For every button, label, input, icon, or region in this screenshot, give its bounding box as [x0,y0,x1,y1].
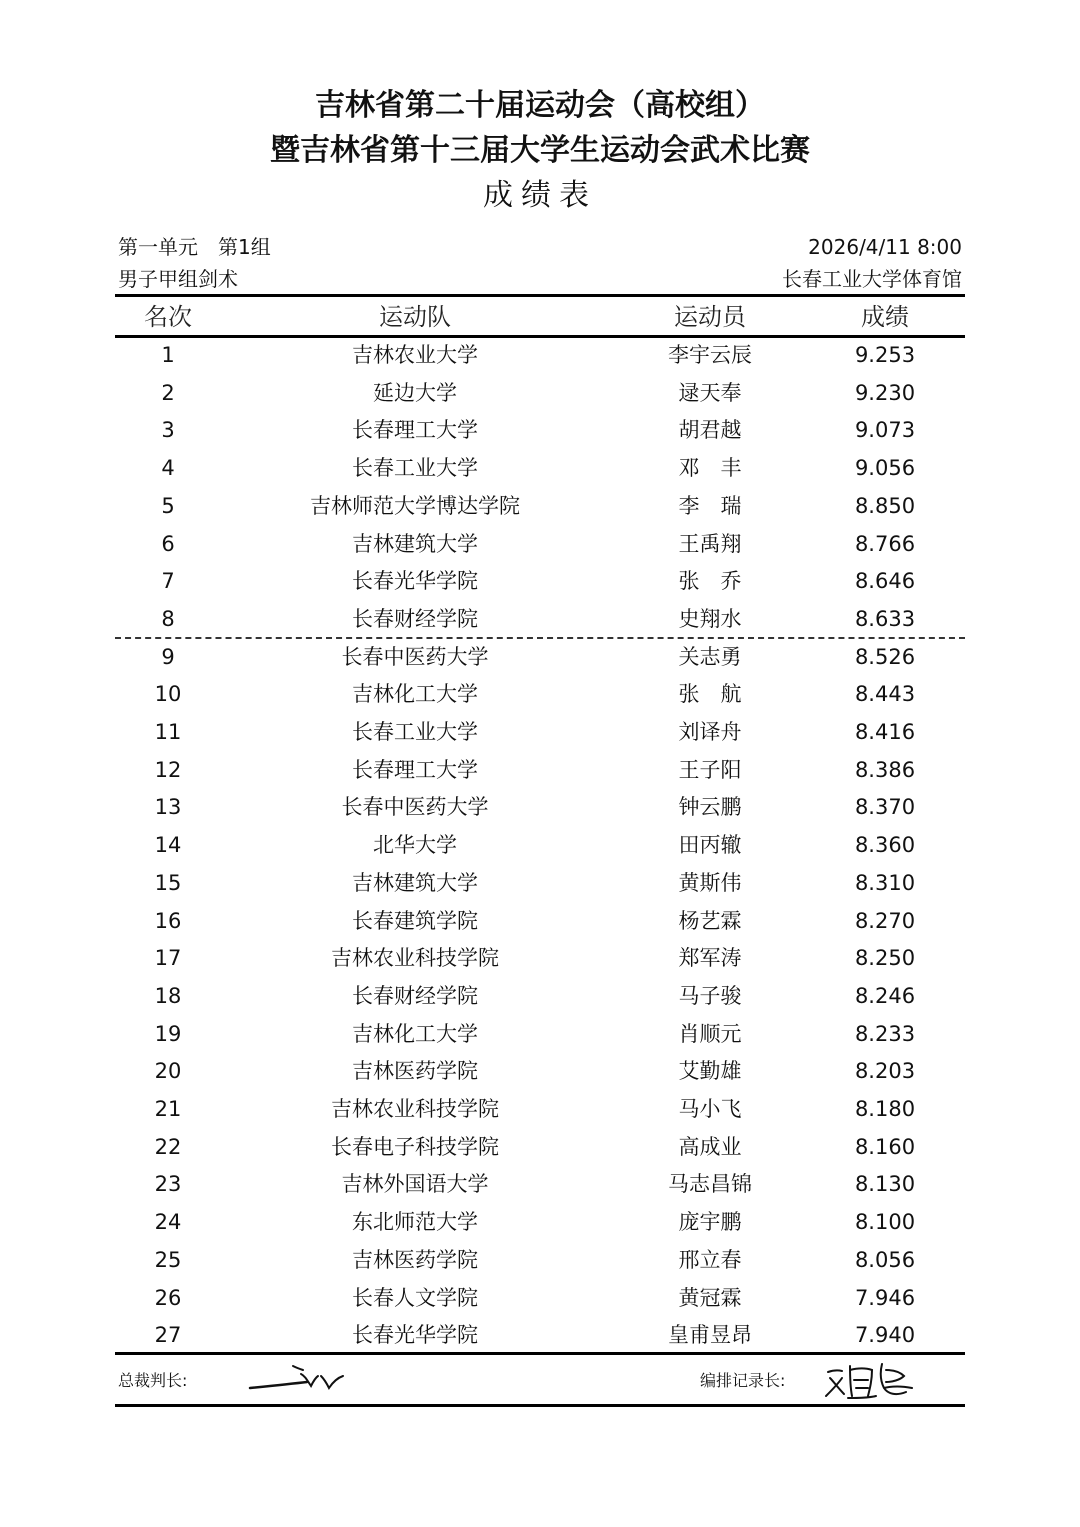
rank-cell: 16 [154,908,182,933]
page-title-line2: 暨吉林省第十三届大学生运动会武术比赛 [270,133,810,168]
team-cell: 长春光华学院 [352,569,478,594]
team-cell: 吉林农业科技学院 [331,946,499,971]
score-cell: 8.370 [854,795,916,820]
score-cell: 8.056 [854,1247,916,1272]
rank-cell: 5 [161,493,175,518]
team-cell: 长春理工大学 [352,757,478,782]
table-row [0,714,1080,752]
table-row [0,1016,1080,1054]
header-athlete: 运动员 [674,303,746,331]
table-row [0,563,1080,601]
score-cell: 9.253 [854,343,916,367]
table-row [0,752,1080,790]
team-cell: 吉林农业大学 [352,343,478,367]
table-row [0,1129,1080,1167]
rank-cell: 4 [161,456,175,481]
team-cell: 长春工业大学 [352,720,478,744]
unit-group-label: 第一单元 第1组 [118,235,271,259]
rank-cell: 14 [154,833,182,858]
athlete-cell: 胡君越 [678,418,742,443]
team-cell: 长春中医药大学 [341,795,489,820]
athlete-cell: 刘译舟 [678,720,742,744]
rank-cell: 20 [154,1059,182,1084]
rank-cell: 7 [161,569,175,594]
score-cell: 8.250 [854,946,916,971]
table-row [0,450,1080,488]
team-cell: 长春工业大学 [352,456,478,481]
table-bottom-rule [115,1352,965,1355]
chief-recorder-label: 编排记录长: [700,1371,786,1390]
athlete-cell: 马子骏 [678,983,742,1008]
athlete-cell: 李宇云辰 [668,343,752,367]
athlete-cell: 邓 丰 [678,456,742,481]
athlete-cell: 肖顺元 [678,1021,742,1046]
rank-cell: 21 [154,1097,182,1121]
rank-cell: 25 [154,1247,182,1272]
header-rank: 名次 [144,303,192,331]
event-label: 男子甲组剑术 [118,267,238,291]
score-cell: 9.230 [854,380,916,405]
score-cell: 8.270 [854,908,916,933]
page-subtitle: 成绩表 [483,178,597,213]
team-cell: 吉林建筑大学 [352,531,478,556]
table-row [0,789,1080,827]
table-row [0,1053,1080,1091]
table-row [0,639,1080,677]
chief-recorder-signature-icon [822,1358,917,1406]
table-row [0,940,1080,978]
table-row [0,865,1080,903]
header-score: 成绩 [861,303,909,331]
team-cell: 吉林师范大学博达学院 [310,493,520,518]
table-top-rule [115,294,965,297]
score-cell: 8.100 [854,1210,916,1235]
team-cell: 长春理工大学 [352,418,478,443]
score-cell: 8.160 [854,1134,916,1159]
athlete-cell: 杨艺霖 [678,908,742,933]
rank-cell: 23 [154,1172,182,1197]
table-row [0,827,1080,865]
table-row [0,412,1080,450]
table-row [0,1166,1080,1204]
rank-cell: 22 [154,1134,182,1159]
team-cell: 长春建筑学院 [352,908,478,933]
rank-cell: 12 [154,757,182,782]
score-cell: 8.646 [854,569,916,594]
athlete-cell: 庞宇鹏 [678,1210,742,1235]
table-row [0,1204,1080,1242]
score-cell: 8.180 [854,1097,916,1121]
rank-cell: 27 [154,1323,182,1348]
athlete-cell: 王子阳 [678,757,742,782]
team-cell: 东北师范大学 [352,1210,478,1235]
score-cell: 8.416 [854,720,916,744]
datetime-label: 2026/4/11 8:00 [808,235,962,259]
table-row [0,337,1080,375]
athlete-cell: 张 乔 [678,569,742,594]
score-cell: 9.073 [854,418,916,443]
chief-referee-signature-icon [245,1360,355,1404]
score-cell: 7.946 [854,1285,916,1310]
score-cell: 8.443 [854,682,916,707]
score-cell: 8.526 [854,644,916,669]
athlete-cell: 史翔水 [678,606,742,631]
table-row [0,526,1080,564]
athlete-cell: 钟云鹏 [678,795,742,820]
finalist-divider [115,637,965,639]
athlete-cell: 黄冠霖 [678,1285,742,1310]
athlete-cell: 张 航 [678,682,742,707]
team-cell: 延边大学 [373,380,457,405]
rank-cell: 10 [154,682,182,707]
athlete-cell: 黄斯伟 [678,870,742,895]
table-row [0,903,1080,941]
athlete-cell: 邢立春 [678,1247,742,1272]
team-cell: 长春人文学院 [352,1285,478,1310]
athlete-cell: 马志昌锦 [668,1172,752,1197]
table-row [0,978,1080,1016]
footer-rule [115,1404,965,1407]
team-cell: 北华大学 [373,833,457,858]
table-row [0,1280,1080,1318]
rank-cell: 19 [154,1021,182,1046]
venue-label: 长春工业大学体育馆 [782,267,962,291]
score-cell: 8.850 [854,493,916,518]
team-cell: 长春财经学院 [352,983,478,1008]
rank-cell: 24 [154,1210,182,1235]
rank-cell: 9 [161,644,175,669]
athlete-cell: 皇甫昱昂 [668,1323,752,1348]
rank-cell: 11 [154,720,182,744]
table-row [0,1317,1080,1355]
score-cell: 8.360 [854,833,916,858]
score-cell: 8.203 [854,1059,916,1084]
table-row [0,601,1080,639]
athlete-cell: 李 瑞 [678,493,742,518]
athlete-cell: 田丙辙 [678,833,742,858]
table-row [0,1242,1080,1280]
page-title-line1: 吉林省第二十届运动会（高校组） [315,88,765,123]
team-cell: 吉林农业科技学院 [331,1097,499,1121]
team-cell: 长春电子科技学院 [331,1134,499,1159]
rank-cell: 6 [161,531,175,556]
rank-cell: 18 [154,983,182,1008]
score-cell: 8.233 [854,1021,916,1046]
table-row [0,488,1080,526]
team-cell: 吉林医药学院 [352,1247,478,1272]
athlete-cell: 关志勇 [678,644,742,669]
score-cell: 9.056 [854,456,916,481]
table-row [0,676,1080,714]
table-row [0,375,1080,413]
athlete-cell: 王禹翔 [678,531,742,556]
table-header [0,300,1080,334]
score-cell: 8.766 [854,531,916,556]
team-cell: 吉林医药学院 [352,1059,478,1084]
athlete-cell: 逯天奉 [678,380,742,405]
athlete-cell: 郑军涛 [678,946,742,971]
rank-cell: 1 [161,343,175,367]
rank-cell: 8 [161,606,175,631]
score-cell: 8.130 [854,1172,916,1197]
rank-cell: 3 [161,418,175,443]
athlete-cell: 马小飞 [678,1097,742,1121]
rank-cell: 17 [154,946,182,971]
chief-referee-label: 总裁判长: [118,1371,188,1390]
score-cell: 8.633 [854,606,916,631]
athlete-cell: 艾勤雄 [678,1059,742,1084]
score-cell: 7.940 [854,1323,916,1348]
rank-cell: 15 [154,870,182,895]
rank-cell: 13 [154,795,182,820]
score-cell: 8.246 [854,983,916,1008]
team-cell: 吉林外国语大学 [341,1172,489,1197]
team-cell: 吉林建筑大学 [352,870,478,895]
header-team: 运动队 [379,303,451,331]
rank-cell: 2 [161,380,175,405]
table-row [0,1091,1080,1129]
score-cell: 8.310 [854,870,916,895]
score-cell: 8.386 [854,757,916,782]
team-cell: 长春光华学院 [352,1323,478,1348]
athlete-cell: 高成业 [678,1134,742,1159]
team-cell: 长春财经学院 [352,606,478,631]
team-cell: 长春中医药大学 [341,644,489,669]
team-cell: 吉林化工大学 [352,682,478,707]
rank-cell: 26 [154,1285,182,1310]
team-cell: 吉林化工大学 [352,1021,478,1046]
